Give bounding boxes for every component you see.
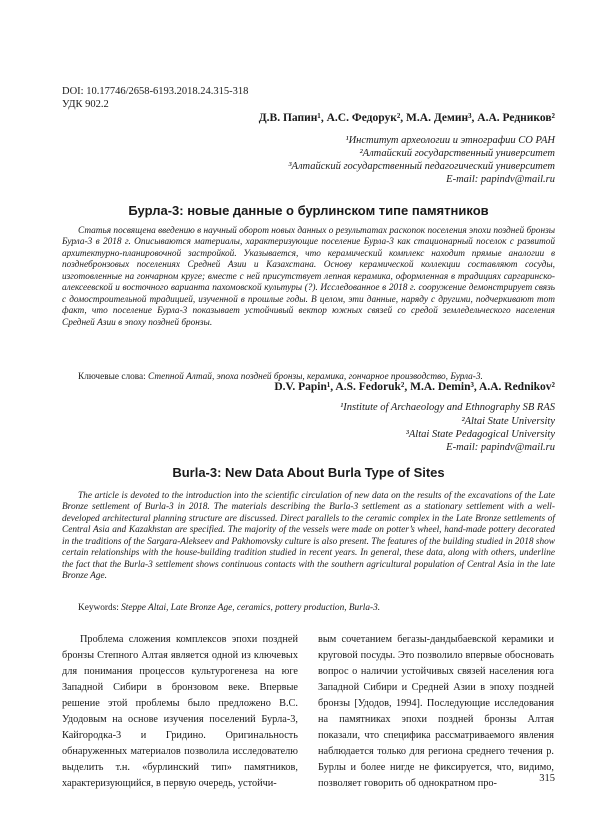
en-email: E-mail: papindv@mail.ru <box>446 442 555 453</box>
page-number: 315 <box>539 773 555 784</box>
ru-keywords-text: Степной Алтай, эпоха поздней бронзы, керамика, гончарное производство, Бурла-3. <box>148 372 483 382</box>
en-keywords-label: Keywords: <box>78 603 122 613</box>
en-authors: D.V. Papin¹, A.S. Fedoruk², M.A. Demin³, A.A. Rednikov² <box>274 381 555 393</box>
en-title: Burla-3: New Data About Burla Type of Sites <box>172 465 445 480</box>
en-abstract: The article is devoted to the introduction into the scientific circulation of new data on the results of the excavations of the Late Bronze settlement of Burla-3 in 2018. The materials describing the Burla-3 settlement as a stationary settlement with a well-developed architectural planning structure are discussed. Direct parallels to the ceramic complex in the Late Bronze settlements of Central Asia and Kazakhstan are specified. The majority of the vessels were made on potter’s wheel, hand-made pottery decorated in the traditions of the Sargara-Alekseev and Pakhomovsky culture is also present. The features of the building studied in 2018 show certain relationships with the house-building tradition studied in recent years. In general, these data, along with others, underline the fact that the Burla-3 settlement shows continuous contacts with the southern agricultural population of Central Asia in the late Bronze Age. <box>62 491 555 582</box>
en-keywords-text: Steppe Altai, Late Bronze Age, ceramics, pottery production, Burla-3. <box>121 603 381 613</box>
en-keywords <box>78 602 555 614</box>
ru-keywords-label: Ключевые слова: <box>78 372 149 382</box>
ru-affiliation-3: ³Алтайский государственный педагогический университет <box>288 161 555 172</box>
ru-authors: Д.В. Папин¹, А.С. Федорук², М.А. Демин³, А.А. Редников² <box>258 112 555 124</box>
en-affiliation-2: ²Altai State University <box>461 416 555 427</box>
ru-title: Бурла-3: новые данные о бурлинском типе памятников <box>128 203 489 218</box>
ru-abstract: Статья посвящена введению в научный оборот новых данных о результатах раскопок поселения эпохи поздней бронзы Бурла-3 в 2018 г. Описываются материалы, характеризующие поселение Бурла-3 как стационарный поселок с развитой архитектурно-планировочной застройкой. Указывается, что керамический комплекс находит прямые аналогии в позднебронзовых поселениях Средней Азии и Казахстана. Основу керамической коллекции составляют сосуды, изготовленные на гончарном круге; вместе с ней присутствует лепная керамика, оформленная в традициях саргаринско-алексеевской и восточного варианта пахомовской культуры (?). Исследованное в 2018 г. сооружение демонстрирует связь с домостроительной традицией, изученной в прошлые годы. В целом, эти данные, наряду с другими, подчеркивают тот факт, что поселение Бурла-3 показывает устойчивый вектор южных связей со средой земледельческого населения Средней Азии в эпоху поздней бронзы. <box>62 226 555 328</box>
body-right-column: вым сочетанием бегазы-дандыбаевской керамики и круговой посуды. Это позволило впервые обосновать вопрос о наличии устойчивых связей населения юга Западной Сибири и Средней Азии в эпоху поздней бронзы [Удодов, 1994]. Последующие исследования на памятниках эпохи поздней бронзы Алтая показали, что специфика рассматриваемого явления наблюдается только для региона среднего течения р. Бурлы и более нигде не фиксируется, что, видимо, позволяет говорить об однократном про- <box>318 634 554 790</box>
doi: DOI: 10.17746/2658-6193.2018.24.315-318 <box>62 86 249 97</box>
en-affiliation-1: ¹Institute of Archaeology and Ethnography SB RAS <box>340 402 555 413</box>
ru-email: E-mail: papindv@mail.ru <box>446 174 555 185</box>
ru-affiliation-1: ¹Институт археологии и этнографии СО РАН <box>345 135 555 146</box>
udk: УДК 902.2 <box>62 99 109 110</box>
ru-affiliation-2: ²Алтайский государственный университет <box>359 148 555 159</box>
body-left-column: Проблема сложения комплексов эпохи поздней бронзы Степного Алтая является одной из ключевых для понимания процессов культурогенеза на юге Западной Сибири в бронзовом веке. Впервые решение этой проблемы было предложено В.С. Удодовым на основе изучения поселений Бурла-3, Кайгородка-3 и Гридино. Оригинальность обнаруженных материалов позволила исследователю выделить т.н. «бурлинский тип» памятников, характеризующийся, в первую очередь, устойчи- <box>62 634 298 790</box>
en-affiliation-3: ³Altai State Pedagogical University <box>405 429 555 440</box>
